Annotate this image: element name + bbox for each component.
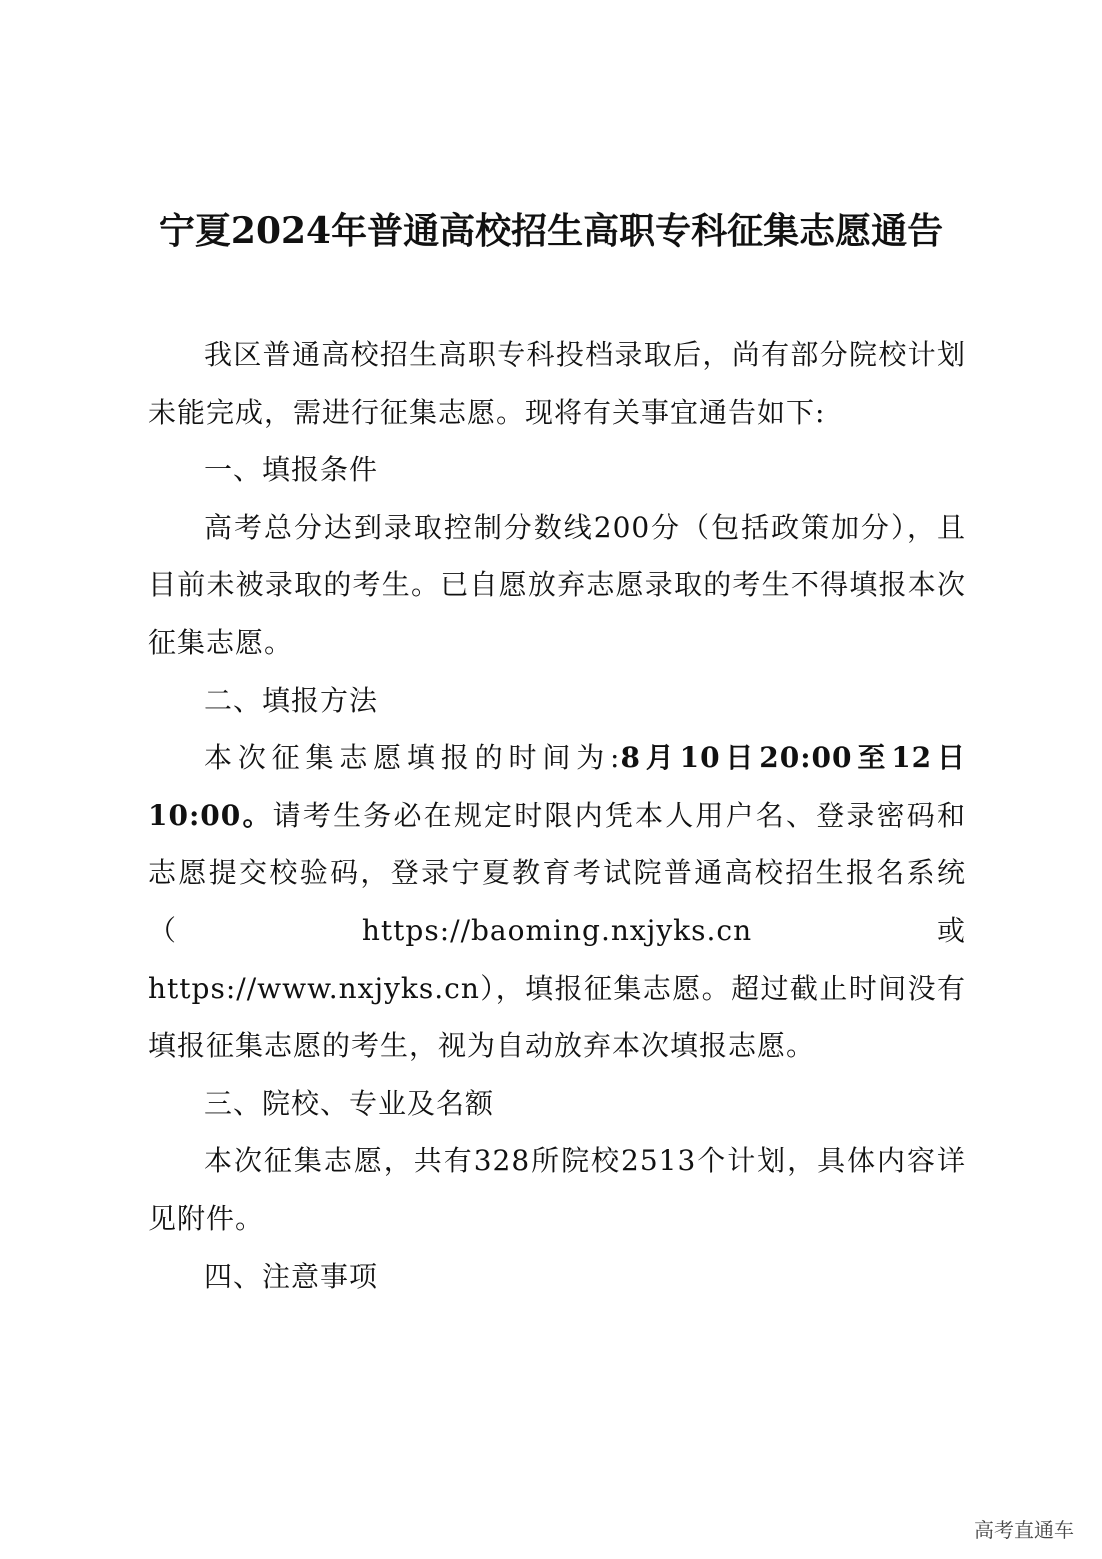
watermark: 高考直通车 (974, 1518, 1074, 1542)
section2-text (148, 729, 966, 1075)
document-body (148, 326, 966, 1305)
section2-deadline: 8月10日20:00至12日10:00。 (148, 741, 966, 832)
intro-paragraph: 我区普通高校招生高职专科投档录取后，尚有部分院校计划未能完成，需进行征集志愿。现将有关事宜通告如下: (148, 338, 966, 429)
document-title: 宁夏2024年普通高校招生高职专科征集志愿通告 (158, 210, 944, 252)
section1-heading: 一、填报条件 (204, 453, 379, 487)
section2-heading: 二、填报方法 (204, 683, 379, 717)
section1-text: 高考总分达到录取控制分数线200分（包括政策加分），且目前未被录取的考生。已自愿放弃志愿录取的考生不得填报本次征集志愿。 (148, 510, 966, 659)
section4-heading: 四、注意事项 (204, 1259, 379, 1293)
section2-text-rest: 请考生务必在规定时限内凭本人用户名、登录密码和志愿提交校验码，登录宁夏教育考试院普通高校招生报名系统（https://baoming.nxjyks.cn或https://www.nxjyks.cn），填报征集志愿。超过截止时间没有填报征集志愿的考生，视为自动放弃本次填报志愿。 (148, 798, 966, 1063)
section3-heading: 三、院校、专业及名额 (204, 1086, 495, 1120)
section3-text: 本次征集志愿，共有328所院校2513个计划，具体内容详见附件。 (148, 1144, 966, 1235)
section2-text-prefix: 本次征集志愿填报的时间为: (204, 741, 621, 775)
